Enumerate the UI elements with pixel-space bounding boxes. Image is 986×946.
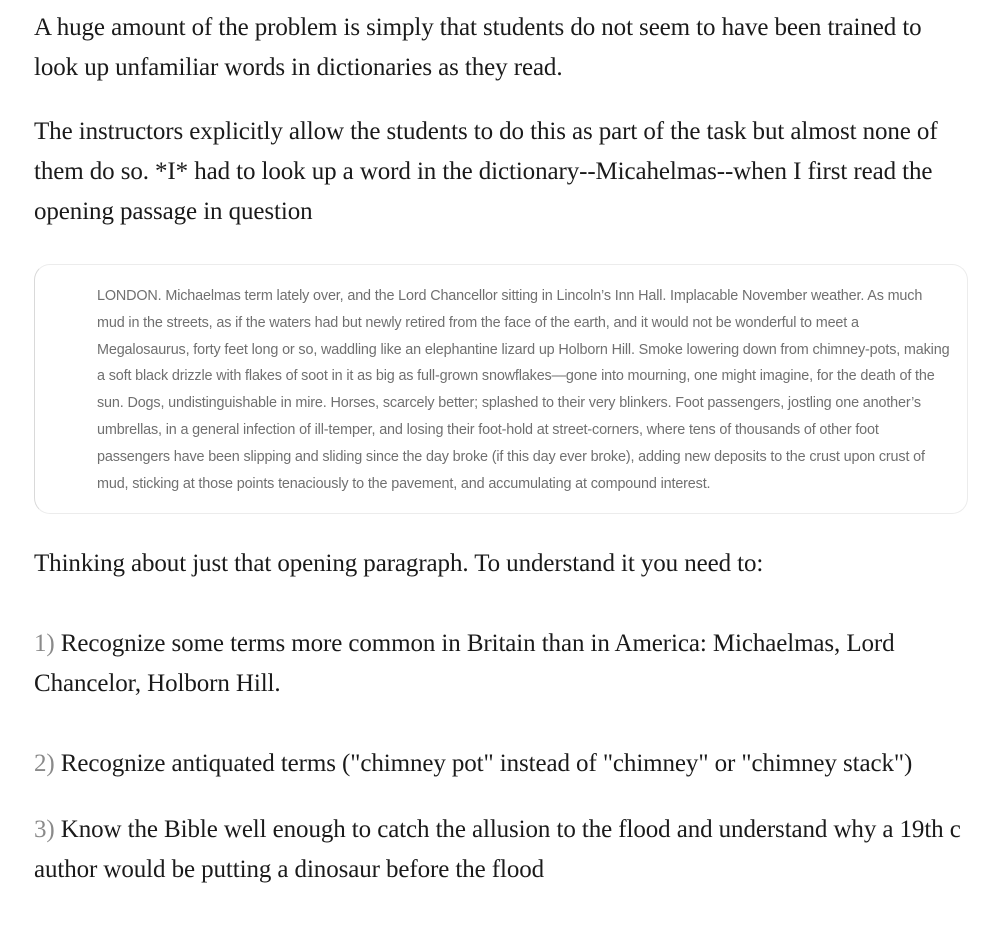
- quote-text: LONDON. Michaelmas term lately over, and the Lord Chancellor sitting in Lincoln’s Inn Hall. Implacable November weather. As much mud in the streets, as if the waters had but newly retired from the face of the earth, and it would not be wonderful to meet a Megalosaurus, forty feet long or so, waddling like an elephantine lizard up Holborn Hill. Smoke lowering down from chimney-pots, making a soft black drizzle with flakes of soot in it as big as full-grown snowflakes—gone into mourning, one might imagine, for the death of the sun. Dogs, undistinguishable in mire. Horses, scarcely better; splashed to their very blinkers. Foot passengers, jostling one another’s umbrellas, in a general infection of ill-temper, and losing their foot-hold at street-corners, where tens of thousands of other foot passengers have been slipping and sliding since the day broke (if this day ever broke), adding new deposits to the crust upon crust of mud, sticking at those points tenaciously to the pavement, and accumulating at compound interest.: [97, 288, 950, 492]
- list-item: [34, 624, 964, 704]
- paragraph-thinking: Thinking about just that opening paragraph. To understand it you need to:: [34, 550, 764, 578]
- list-number: 2): [34, 750, 55, 778]
- list-item-text: Know the Bible well enough to catch the allusion to the flood and understand why a 19th c author would be putting a dinosaur before the flood: [34, 816, 961, 884]
- list-item: [34, 810, 964, 890]
- list-number: 3): [34, 816, 55, 844]
- list-number: 1): [34, 630, 55, 658]
- paragraph-intro: A huge amount of the problem is simply that students do not seem to have been trained to look up unfamiliar words in dictionaries as they read.: [34, 14, 922, 81]
- document-body: [34, 8, 964, 890]
- blockquote-passage: [34, 264, 968, 514]
- list-item: [34, 744, 964, 784]
- list-item-text: Recognize antiquated terms ("chimney pot" instead of "chimney" or "chimney stack"): [60, 750, 913, 778]
- list-item-text: Recognize some terms more common in Britain than in America: Michaelmas, Lord Chancelor, Holborn Hill.: [34, 630, 895, 698]
- paragraph-instructors: The instructors explicitly allow the students to do this as part of the task but almost none of them do so. *I* had to look up a word in the dictionary--Micahelmas--when I first read the opening passage in question: [34, 118, 938, 225]
